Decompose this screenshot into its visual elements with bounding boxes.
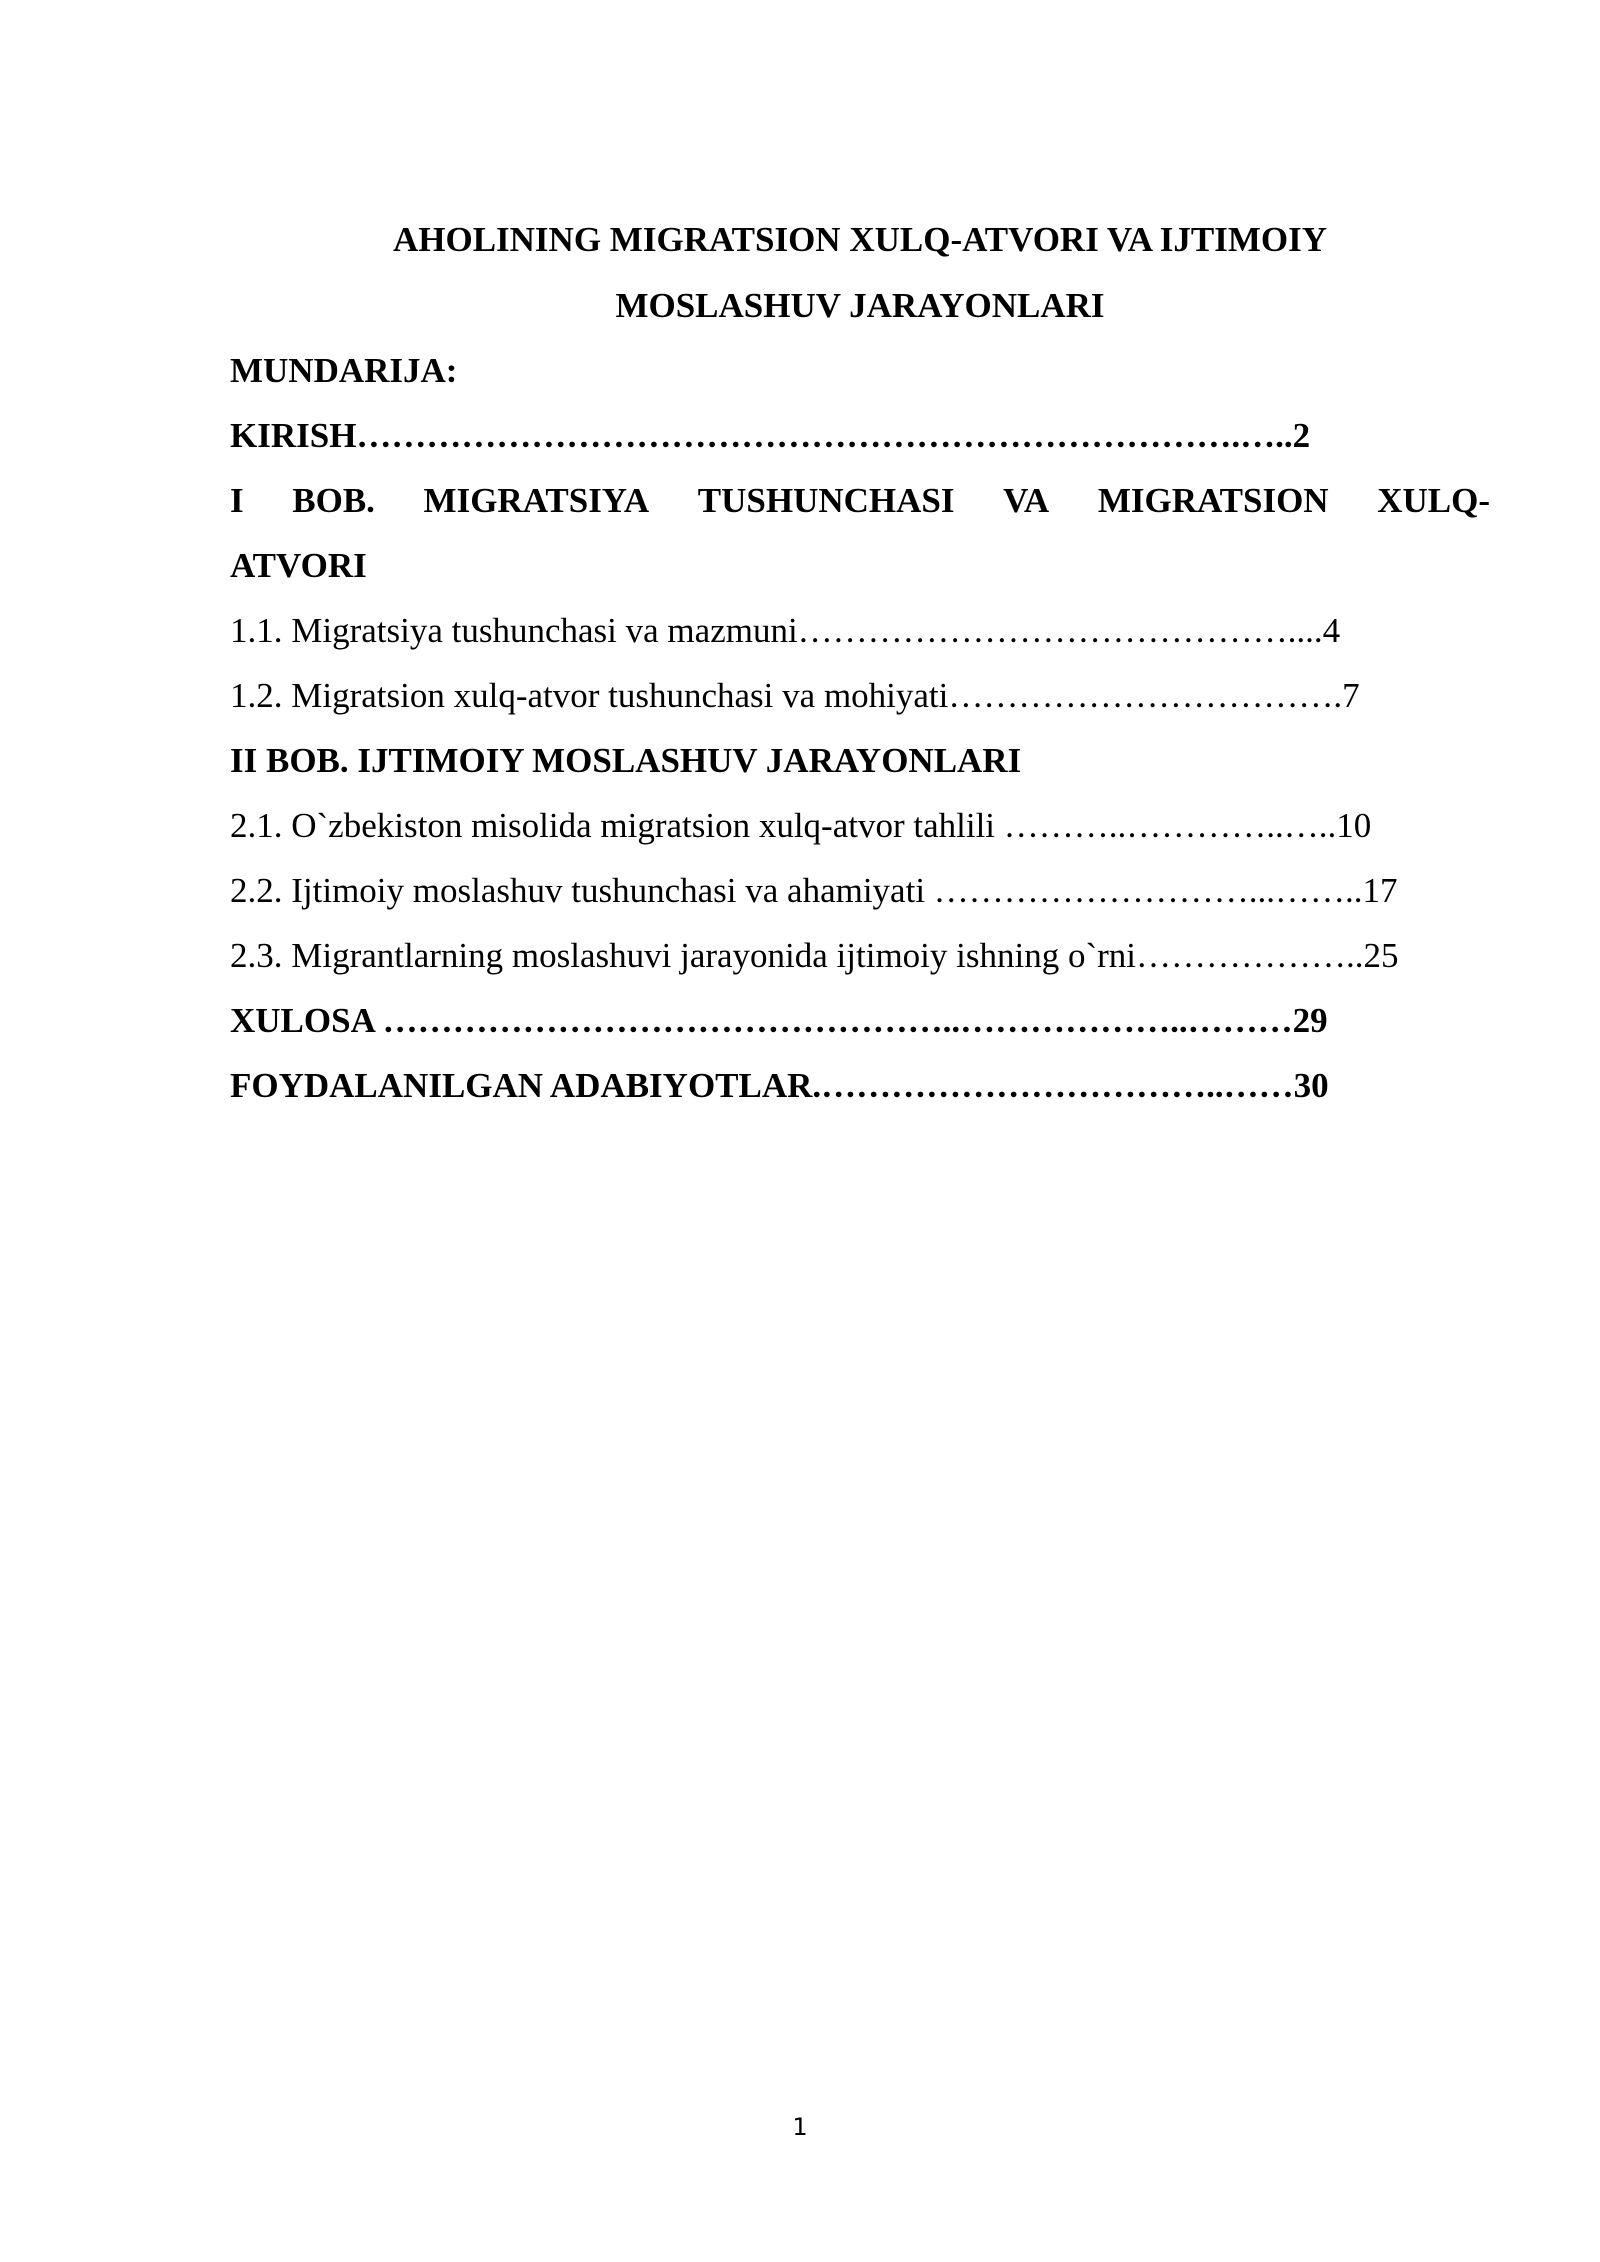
toc-entry-2-3: 2.3. Migrantlarning moslashuvi jarayonida ijtimoiy ishning o`rni………………..25 [230, 936, 1399, 975]
toc-entry-chapter-2: II BOB. IJTIMOIY MOSLASHUV JARAYONLARI [230, 741, 1022, 780]
toc-entry-chapter-1-line-2: ATVORI [230, 546, 367, 585]
toc-word: XULQ- [1377, 481, 1490, 520]
document-title-line-1: AHOLINING MIGRATSION XULQ-ATVORI VA IJTIMOIY [392, 220, 1328, 259]
toc-word: VA [1003, 481, 1050, 520]
toc-word: TUSHUNCHASI [697, 481, 955, 520]
toc-heading: MUNDARIJA: [230, 351, 458, 390]
page-number: 1 [792, 2113, 808, 2141]
toc-word: MIGRATSIYA [423, 481, 650, 520]
toc-entry-chapter-1-line-1 [230, 479, 1490, 523]
document-title-line-2: MOSLASHUV JARAYONLARI [615, 286, 1105, 325]
toc-entry-1-2: 1.2. Migratsion xulq-atvor tushunchasi va mohiyati…………………………….7 [230, 676, 1360, 715]
toc-entry-adabiyotlar: FOYDALANILGAN ADABIYOTLAR.……………………………..……30 [230, 1066, 1329, 1105]
toc-entry-2-1: 2.1. O`zbekiston misolida migratsion xulq-atvor tahlili ………..…………..…..10 [230, 806, 1372, 845]
toc-entry-1-1: 1.1. Migratsiya tushunchasi va mazmuni……………………………………....4 [230, 611, 1341, 650]
toc-entry-kirish: KIRISH………………………………………………………………….…..2 [230, 416, 1311, 455]
toc-word: I [230, 481, 244, 520]
toc-entry-xulosa: XULOSA …………………………………………..………………..………29 [230, 1001, 1328, 1040]
toc-word: MIGRATSION [1097, 481, 1329, 520]
toc-word: BOB. [292, 481, 375, 520]
toc-entry-2-2: 2.2. Ijtimoiy moslashuv tushunchasi va ahamiyati ………………………...……..17 [230, 871, 1398, 910]
